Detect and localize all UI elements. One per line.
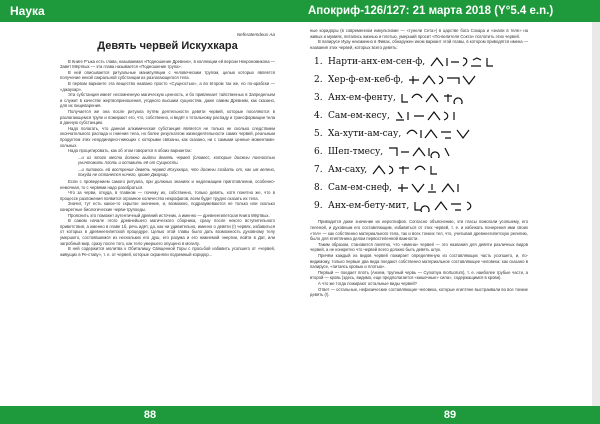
hieroglyph-icon	[396, 182, 466, 194]
worm-number: 2.	[314, 74, 323, 85]
worm-entry	[314, 107, 528, 125]
hieroglyph-icon	[407, 74, 477, 86]
paragraph: Если с проведением самого ритуала, при должных знаниях и надлежащем приготовлении, особенно-немочная, то с червями надо разобраться.	[60, 179, 275, 190]
worm-number: 7.	[314, 164, 323, 175]
paragraph: Ответ — остальные, нефизические составляющие человека, которые египтяне выстраивали во все тонкие девять (!).	[310, 286, 528, 298]
worm-number: 1.	[314, 56, 323, 67]
worm-name: Ам-сахy,	[328, 164, 368, 175]
worm-number: 5.	[314, 128, 323, 139]
paragraph: Надо полагать, что данная алхимическая субстанция является не только не сколько следствием окончательного распада и гниения тела, но более результатом жизнедеятельности самих червей, реальным продуктом этих неординарно-гниющих с которыми связаны, как сказано, ни с самыми ценные моментами-хольных.	[60, 125, 275, 148]
right-article-column	[310, 28, 528, 298]
worm-name: Анх-ем-бету-мит,	[328, 200, 410, 211]
left-header-bar	[0, 0, 300, 22]
worm-entry	[314, 179, 528, 197]
worm-name: Сам-ем-снеф,	[328, 182, 392, 193]
paragraph: В ней содержится молитва к Обиталищу Священной Горы с просьбой избавить усопшего от «червей, живущих в Ре-ставу», т. е. от червей, которые охраняли подземный коридор...	[60, 246, 275, 257]
right-footer-bar	[300, 406, 600, 424]
worm-name: Сам-ем-кесу,	[328, 110, 390, 121]
hieroglyph-icon	[394, 110, 464, 122]
hieroglyph-icon	[371, 164, 441, 176]
paragraph: В самом начале этого древнейшего магического сборника, сразу после некого вступительного приветствия, а именно в главе 1б, речь идёт, да, как ни удивительно, именно о девяти (!) червях, избавиться от которых в древнеегипетской процедуре. Целью этой главы было дать возможность духовному телу умершего, состоявшемся из нескольких его душ, его разума и его нижнемой энергии, войти в Дат, или загробный мир, сразу после того, как тело умершего опущено в могилу.	[60, 218, 275, 246]
article-title: Девять червей Искухкара	[97, 39, 238, 52]
worm-number: 8.	[314, 182, 323, 193]
worm-name: Хер-ф-ем-кеб-ф,	[328, 74, 404, 85]
hieroglyph-icon	[405, 128, 475, 140]
hieroglyph-icon	[413, 200, 483, 212]
worm-entry	[314, 53, 528, 71]
page-edge-strip	[592, 22, 600, 406]
worm-name: Шеп-тмесу,	[328, 146, 384, 157]
worm-name: Анх-ем-фенту,	[328, 92, 396, 103]
block-quote: ...и из этого места должно выйти девять червей (словесс, которые должны полностью уничтожить плоть и оставить её от Сущности.	[78, 154, 275, 166]
right-header-bar	[300, 0, 600, 22]
left-article-column	[60, 28, 275, 257]
paragraph: Прояснить это поможет аутентичный древний источник, а именно — древнеегипетская Книга Мёртвых.	[68, 212, 270, 218]
paragraph: Эта субстанция имеет несомненную магическую ценность, и бо привлекает тайственных в Запредельем и служит в качестве жертвоприношения, угодного высшим сущностям, даже самим Древним, как сказано, для их пищеварения.	[60, 92, 275, 109]
section-title: Наука	[10, 4, 45, 18]
worm-number: 6.	[314, 146, 323, 157]
worm-entry	[314, 71, 528, 89]
page-number: 88	[143, 409, 157, 421]
worm-entry	[314, 89, 528, 107]
block-quote: ...и питаюсь ей вострения девять червей Искухкара, что должны создать от, как им велено, покуда не останется ничего, кроме Джаухар.	[78, 166, 275, 178]
paragraph: Таким образом, становится понятно, что «имена» червей — это названия для девяти различных видов червей, а не конкретно что червей всего должно быть девять штук.	[310, 241, 528, 253]
worm-number: 4.	[314, 110, 323, 121]
hieroglyph-icon	[429, 56, 499, 68]
worm-entry	[314, 143, 528, 161]
paragraph: Значит, тут есть какое-то скрытое значение, и, возможно, подразумеваются не только или сколько конкретные биологические черви-трупоеды.	[60, 201, 275, 213]
right-page	[300, 0, 600, 424]
paragraph: Причём каждый из видов червей пожирает определённую из составляющих часть усопшего, и, по-видимому, только первые два вида поедают собственно материальное составляющее человека: как сказано в папирусе, «питаясь кровью и плотью».	[310, 252, 528, 270]
hieroglyph-icon	[400, 92, 470, 104]
worm-name-list	[314, 53, 528, 215]
hieroglyph-icon	[387, 146, 457, 158]
paragraph: Приводится даже значение их иероглифов. Согласно объяснению, эти гласы помогали усопшему, его теленой, и духовным его составляющим, избавиться от этих червей, т. е. и избежать понерения ими своих «тел» — как собственно материального тела, так и всех тонких тел, что, учитывая древнеегипетскую религию, было для египтянина делом первостепенной важности.	[310, 219, 528, 242]
worm-entry	[314, 197, 528, 215]
paragraph: В Книге Р’ыка есть глава, называемая «Подношение Древних», в коллекции ей версии Некрономикона — Завет Мёртвых — эта глава называется «Подношение трупа».	[60, 58, 275, 70]
worm-name: Ха-хути-ам-сау,	[328, 128, 402, 139]
issue-title: Апокриф-126/127: 21 марта 2018 (Y°5.4 e.n.)	[308, 5, 554, 17]
worm-number: 9.	[314, 200, 323, 211]
worm-entry	[314, 161, 528, 179]
paragraph: Надо процитировать, как об этом говорится в обоих вариантах:	[68, 148, 192, 154]
paragraph: А что же тогда пожирают остальные виды червей?	[318, 280, 418, 286]
worm-entry	[314, 125, 528, 143]
paragraph: В папирусе Иуау неизменно в Фивах, обнаружен ином вариант этой главы, в котором приводятся имена — названия этих червей, которых всего девять:	[310, 39, 528, 50]
paragraph: Получается же она после ритуала путём деятельности девяти червей, которые поселяются в разлагающемся трупе и пожирают его, что, собственно, и ведёт к тотальному распаду и трансформации тела в данную субстанцию.	[60, 108, 275, 126]
paragraph: Первый — поедает плоть (Анхем, трупный червь — Cynomya mortuorum), т. е. наиболее грубые части, а второй — кровь (здесь, видимо, еще предполагается «кишечные» сила», содержащимся в крови).	[310, 269, 528, 281]
worm-number: 3.	[314, 92, 323, 103]
paragraph: В ней описывается ритуальные манипуляции с человеческим трупом, целью которых является получение некой сакральной субстанции из разлагающегося тела.	[60, 69, 275, 81]
paragraph: ные коридоры (в современном емкультизме — «тунели Сета») в царстве бога Сокара и «знали в теле» на живых и мумиях, питались жизнью и плотью, умерший просит «По-велителя Сокта» поглотить этих червей.	[310, 28, 528, 39]
article-author: Neferatemdeus Aa	[236, 32, 275, 37]
paragraph: В первом варианте эта вещество названо просто «Сущностью», а во втором так же, но по-арабски — «джаухар».	[60, 80, 275, 92]
left-footer-bar	[0, 406, 300, 424]
paragraph: Что за черви, откуда, в главном — почему их, собственно, только девять, хотя понятно же, что в процессе разложения появится огромное количество некрофагов, всем будет трудно сказать их тела.	[60, 190, 275, 201]
page-number: 89	[443, 409, 457, 421]
worm-name: Нарти-анх-ем-сен-ф,	[328, 56, 426, 67]
